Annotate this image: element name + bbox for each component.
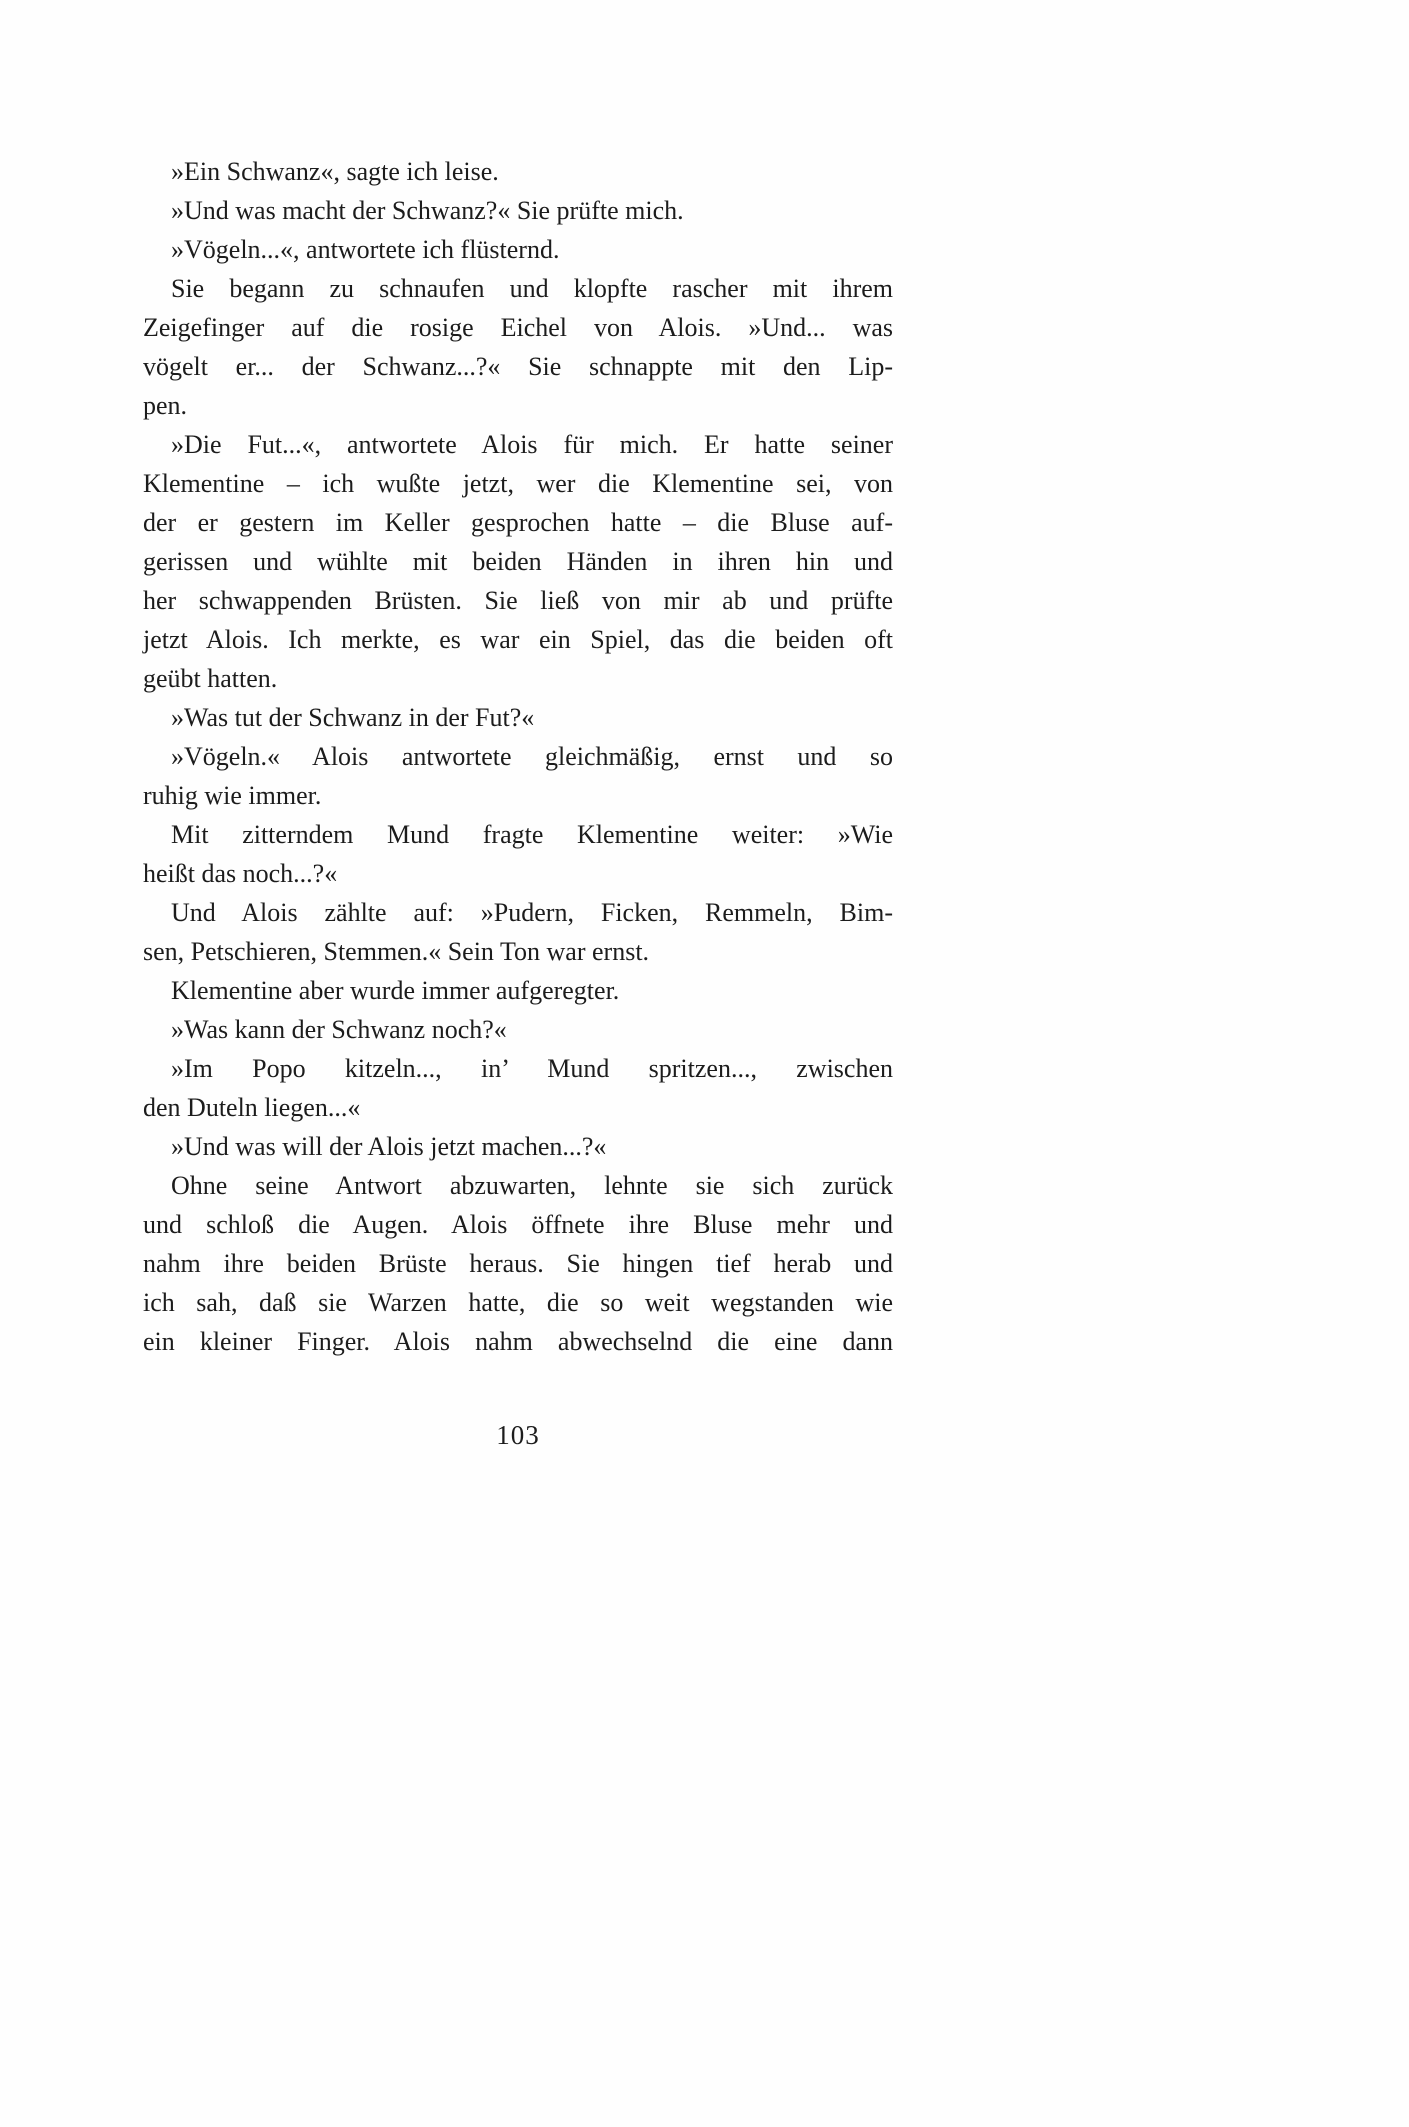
text-line: her schwappenden Brüsten. Sie ließ von mir ab und prüfte [143, 586, 893, 615]
paragraph [143, 269, 893, 425]
text-line: gerissen und wühlte mit beiden Händen in ihren hin und [143, 547, 893, 576]
paragraph [143, 815, 893, 893]
text-line: »Ein Schwanz«, sagte ich leise. [171, 157, 499, 186]
paragraph [143, 1166, 893, 1361]
text-line: jetzt Alois. Ich merkte, es war ein Spiel, das die beiden oft [143, 625, 893, 654]
paragraph [143, 1010, 893, 1049]
text-line: ich sah, daß sie Warzen hatte, die so weit wegstanden wie [143, 1288, 893, 1317]
paragraph [143, 893, 893, 971]
text-line: sen, Petschieren, Stemmen.« Sein Ton war ernst. [143, 937, 650, 966]
text-line: ein kleiner Finger. Alois nahm abwechselnd die eine dann [143, 1327, 893, 1356]
text-line: Sie begann zu schnaufen und klopfte rascher mit ihrem [171, 274, 893, 303]
paragraph [143, 152, 893, 191]
paragraph [143, 425, 893, 698]
text-line: Klementine – ich wußte jetzt, wer die Klementine sei, von [143, 469, 893, 498]
page-number: 103 [496, 1420, 540, 1450]
paragraph [143, 971, 893, 1010]
text-line: nahm ihre beiden Brüste heraus. Sie hingen tief herab und [143, 1249, 893, 1278]
paragraph [143, 230, 893, 269]
paragraph [143, 1049, 893, 1127]
text-line: den Duteln liegen...« [143, 1093, 361, 1122]
text-line: »Und was macht der Schwanz?« Sie prüfte mich. [171, 196, 684, 225]
paragraph [143, 737, 893, 815]
text-line: vögelt er... der Schwanz...?« Sie schnappte mit den Lip- [143, 352, 893, 381]
paragraph [143, 1127, 893, 1166]
text-line: ruhig wie immer. [143, 781, 322, 810]
text-line: »Die Fut...«, antwortete Alois für mich. Er hatte seiner [171, 430, 893, 459]
text-line: heißt das noch...?« [143, 859, 338, 888]
text-line: Und Alois zählte auf: »Pudern, Ficken, Remmeln, Bim- [171, 898, 893, 927]
text-line: »Im Popo kitzeln..., in’ Mund spritzen..., zwischen [171, 1054, 893, 1083]
paragraph [143, 698, 893, 737]
text-line: pen. [143, 391, 188, 420]
text-line: »Was kann der Schwanz noch?« [171, 1015, 507, 1044]
text-line: und schloß die Augen. Alois öffnete ihre Bluse mehr und [143, 1210, 893, 1239]
text-line: »Was tut der Schwanz in der Fut?« [171, 703, 535, 732]
text-line: »Und was will der Alois jetzt machen...?« [171, 1132, 607, 1161]
text-block [143, 152, 893, 1361]
text-line: Ohne seine Antwort abzuwarten, lehnte sie sich zurück [171, 1171, 893, 1200]
text-line: »Vögeln...«, antwortete ich flüsternd. [171, 235, 560, 264]
text-line: »Vögeln.« Alois antwortete gleichmäßig, ernst und so [171, 742, 893, 771]
text-line: der er gestern im Keller gesprochen hatte – die Bluse auf- [143, 508, 893, 537]
text-line: Klementine aber wurde immer aufgeregter. [171, 976, 620, 1005]
text-line: geübt hatten. [143, 664, 278, 693]
paragraph [143, 191, 893, 230]
text-line: Mit zitterndem Mund fragte Klementine weiter: »Wie [171, 820, 893, 849]
text-line: Zeigefinger auf die rosige Eichel von Alois. »Und... was [143, 313, 893, 342]
